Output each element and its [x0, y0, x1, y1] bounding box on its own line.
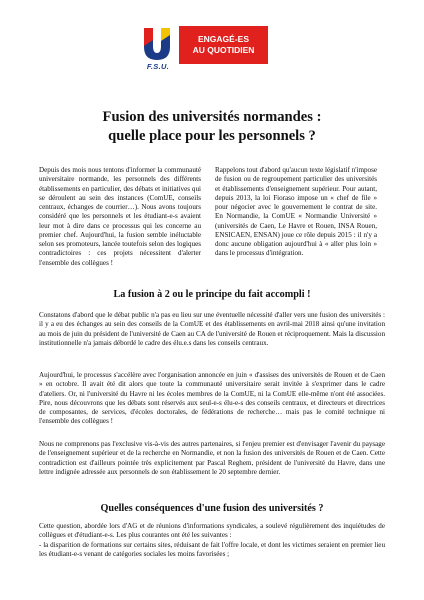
- section1-paragraph-3: [39, 440, 385, 477]
- section1-paragraph-2: [39, 371, 385, 427]
- fsu-u-icon: [141, 26, 173, 62]
- fsu-logo: [141, 26, 175, 76]
- intro-left-column: Depuis des mois nous tentons d'informer la communauté universitaire normande, les personnels des différents établissements en particulier, des débats et initiatives qui se déroulent au sein des instances (ComUE, conseils centraux, échanges de courrier…). Nous avons toujours considéré que les personnels et les étudiant-e-s avaient leur mot à dire dans ce processus qui les concerne au premier chef. Aujourd'hui, la fusion semble inéluctable selon ses promoteurs, lancée toutefois selon des logiques contradictoires : ces projets nécessitent d'alerter l'ensemble des collègues !: [39, 166, 201, 267]
- paragraph-text: Constatons d'abord que le débat public n'a pas eu lieu sur une éventuelle nécessité d'aller vers une fusion des universités : il y a eu des échanges au sein des conseils de la ComUE et des établissements en avril-mai 2018 ainsi qu'une invitation au mois de juin du président de l'université de Caen au CA de l'université de Rouen et réciproquement. Mais la discussion institutionnelle n'a jamais débordé le cadre des élu.e.s dans les conseils centraux.: [39, 311, 385, 347]
- section2-paragraph-2: [39, 541, 385, 560]
- title-line-1: Fusion des universités normandes :: [102, 109, 322, 125]
- banner-line-2: AU QUOTIDIEN: [192, 45, 255, 55]
- title-line-2: quelle place pour les personnels ?: [108, 128, 316, 144]
- intro-right-column: Rappelons tout d'abord qu'aucun texte législatif n'impose de fusion ou de regroupement particulier des universités et établissements d'enseignement supérieur. Pour autant, depuis 2013, la loi Fioraso impose un « chef de file » pour négocier avec le gouvernement le contrat de site. En Normandie, la ComUE « Normandie Université » (universités de Caen, Le Havre et Rouen, INSA Rouen, ENSICAEN, ENSAN) joue ce rôle depuis 2015 : il n'y a donc aucune obligation aujourd'hui à « aller plus loin » dans le processus d'intégration.: [215, 166, 377, 258]
- paragraph-text: Cette question, abordée lors d'AG et de réunions d'informations syndicales, a soulevé régulièrement des inquiétudes de collègues et d'étudiant-e-s. Les plus courantes ont été les suivantes :: [39, 522, 385, 540]
- paragraph-text: Nous ne comprenons pas l'exclusive vis-à-vis des autres partenaires, si l'enjeu premier est d'envisager l'avenir du paysage de l'enseignement supérieur et de la recherche en Normandie, et non la fusion des universités de Rouen et de Caen. Cette contradiction est d'ailleurs pointée très explicitement par Pascal Reghem, président de l'université du Havre, dans une lettre indignée adressée aux personnels de son établissement le 20 septembre dernier.: [39, 440, 385, 476]
- section2-paragraph-1: [39, 522, 385, 541]
- engagees-banner: [179, 26, 268, 64]
- section-heading-fusion: La fusion à 2 ou le principe du fait accompli !: [113, 289, 311, 300]
- banner-line-1: ENGAGÉ-ES: [197, 34, 249, 44]
- paragraph-text: Aujourd'hui, le processus s'accélère avec l'organisation annoncée en juin « d'assises des universités de Rouen et de Caen » en octobre. Il avait été dit alors que toute la communauté universitaire serait invitée à s'exprimer dans le cadre d'ateliers. Or, ni l'université du Havre ni les écoles membres de la ComUE, ni la ComUE elle-même n'ont été associées. Pire, nous découvrons que les débats sont réservés aux seul-e-s élu-e-s des conseils centraux, et directeurs et directrices de composantes, de services, d'écoles doctorales, de fédérations de recherche… mais pas le comité technique ni l'ensemble des collègues !: [39, 371, 385, 426]
- page-title: [40, 108, 384, 146]
- fsu-logo-text: F.S.U.: [146, 62, 170, 71]
- section1-paragraph-1: [39, 311, 385, 348]
- section-heading-consequences: Quelles conséquences d'une fusion des universités ?: [100, 503, 324, 514]
- paragraph-text: - la disparition de formations sur certains sites, réduisant de fait l'offre locale, et dont les victimes seraient en premier lieu les étudiant-e-s venant de catégories sociales les moins favorisées ;: [39, 541, 385, 559]
